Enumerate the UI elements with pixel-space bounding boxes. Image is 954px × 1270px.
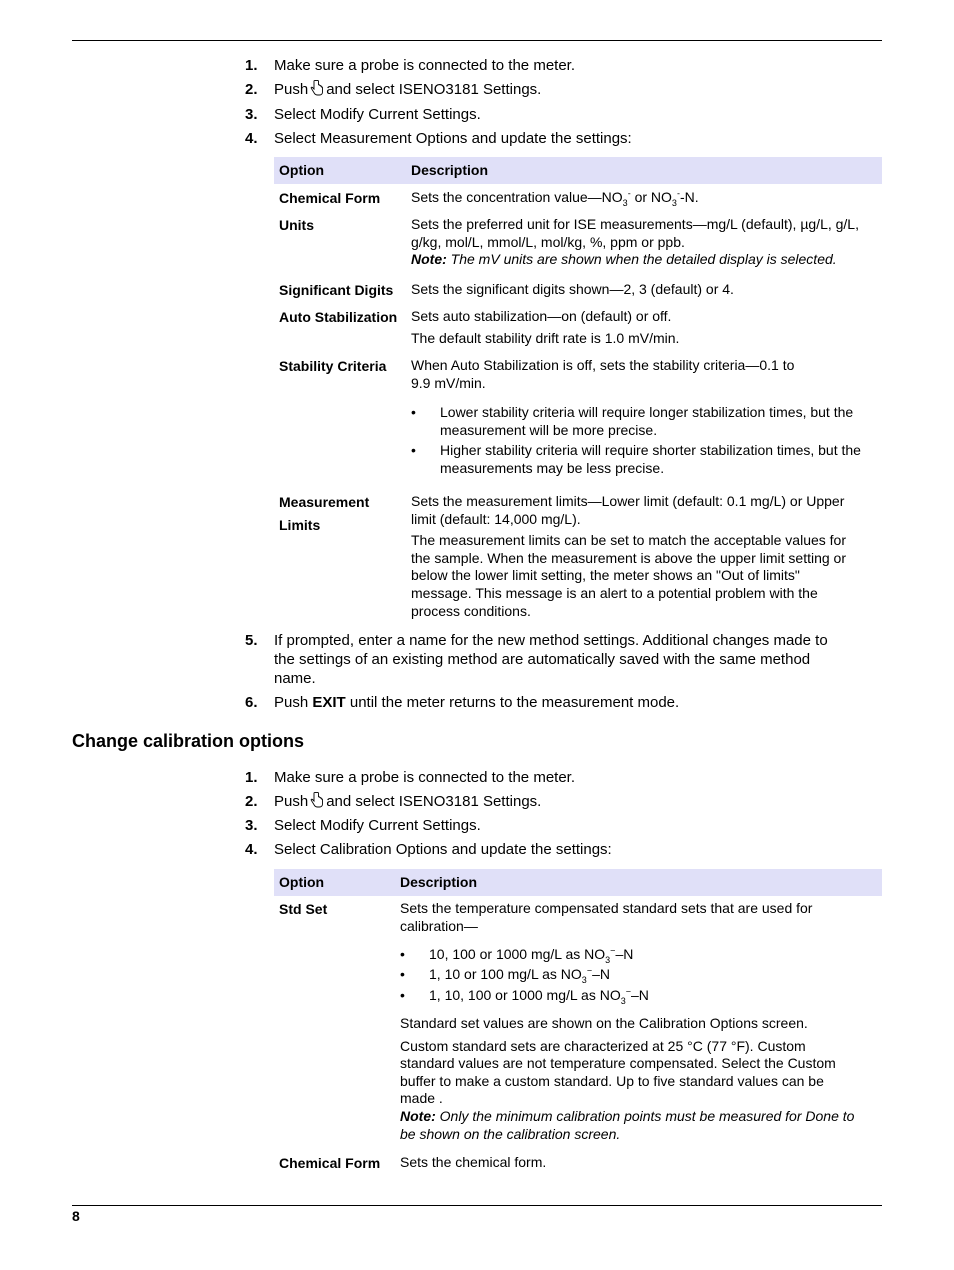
list-item xyxy=(400,987,880,1006)
step-number: 5. xyxy=(245,632,258,649)
description-line: standard values are not temperature compensated. Select the Custom xyxy=(400,1055,836,1072)
option-cell: Chemical Form xyxy=(279,190,381,206)
option-cell: Units xyxy=(279,217,314,233)
description-line: The measurement limits can be set to match the acceptable values for xyxy=(411,532,846,549)
page-number: 8 xyxy=(72,1208,80,1224)
step-number: 2. xyxy=(245,793,258,810)
note: Note: The mV units are shown when the detailed display is selected. xyxy=(411,251,837,268)
step-number: 3. xyxy=(245,106,258,123)
description-line: calibration— xyxy=(400,917,478,934)
description-line: buffer to make a custom standard. Up to five standard values can be xyxy=(400,1072,824,1089)
description-line: When Auto Stabilization is off, sets the stability criteria—0.1 to xyxy=(411,357,795,373)
bullet-icon: • xyxy=(411,404,416,420)
bullet-text: 1, 10 or 100 mg/L as $NO_3^--N$ xyxy=(429,965,610,985)
option-cell: Significant Digits xyxy=(279,282,394,298)
table-header xyxy=(274,869,882,896)
description-cell xyxy=(411,357,881,392)
step-text: Make sure a probe is connected to the meter. xyxy=(274,57,576,74)
step-text-pre: Push xyxy=(274,793,309,810)
step-text: Select Modify Current Settings. xyxy=(274,106,481,123)
description-line: Sets the temperature compensated standard sets that are used for xyxy=(400,900,813,916)
step-number: 2. xyxy=(245,81,258,98)
table-header xyxy=(274,157,882,184)
description-cell xyxy=(400,1015,880,1143)
option-cell xyxy=(279,493,404,535)
bullet-text: 10, 100 or 1000 mg/L as $NO_3^--N$ xyxy=(429,945,634,965)
note: Note: Only the minimum calibration points must be measured for Done to xyxy=(400,1107,855,1124)
description-cell xyxy=(411,493,881,620)
bullet-text: Lower stability criteria will require longer stabilization times, but the xyxy=(440,404,854,420)
bullet-text: measurement will be more precise. xyxy=(440,421,658,438)
step-text xyxy=(274,631,874,688)
description-cell xyxy=(411,308,881,347)
description-cell: Sets the concentration $value—NO_3^-$ or $NO_3^--N$. xyxy=(411,188,699,208)
header-rule xyxy=(72,40,882,41)
step-text xyxy=(274,792,874,813)
description-line: Sets the preferred unit for ISE measurements—mg/L (default), µg/L, g/L, xyxy=(411,216,859,232)
option-line: Limits xyxy=(279,517,321,533)
footer-rule xyxy=(72,1205,882,1206)
step-number: 1. xyxy=(245,57,258,74)
description-cell xyxy=(400,900,880,935)
description-line: made . xyxy=(400,1090,443,1107)
description-line: Sets the measurement limits—Lower limit (default: 0.1 mg/L) or Upper xyxy=(411,493,845,509)
bullet-text: Higher stability criteria will require shorter stabilization times, but the xyxy=(440,442,861,458)
description-line: process conditions. xyxy=(411,602,531,619)
step-text-post: and select ISENO3181 Settings. xyxy=(326,793,542,810)
description-line: g/kg, mol/L, mmol/L, mol/kg, %, ppm or ppb. xyxy=(411,233,685,250)
hand-pointer-icon xyxy=(310,792,324,813)
note: be shown on the calibration screen. xyxy=(400,1125,621,1142)
column-header-option: Option xyxy=(279,874,325,890)
option-line: Measurement xyxy=(279,494,370,510)
bullet-text: 1, 10, 100 or 1000 mg/L as $NO_3^--N$ xyxy=(429,986,649,1006)
description-line: Custom standard sets are characterized at 25 °C (77 °F). Custom xyxy=(400,1037,806,1054)
description-line: limit (default: 14,000 mg/L). xyxy=(411,510,581,527)
description-cell xyxy=(411,216,881,269)
list-item xyxy=(411,442,881,478)
bullet-icon: • xyxy=(400,966,405,982)
list-item xyxy=(400,966,880,985)
step-number: 6. xyxy=(245,694,258,711)
step-text-post: and select ISENO3181 Settings. xyxy=(326,81,542,98)
description-line: Standard set values are shown on the Calibration Options screen. xyxy=(400,1015,808,1031)
column-header-option: Option xyxy=(279,162,325,178)
bullet-text: measurements may be less precise. xyxy=(440,459,665,476)
step-number: 4. xyxy=(245,841,258,858)
bullet-icon: • xyxy=(400,987,405,1003)
description-line: below the lower limit setting, the meter shows an "Out of limits" xyxy=(411,567,800,584)
bullet-icon: • xyxy=(400,946,405,962)
list-item xyxy=(400,946,880,965)
description-line: 9.9 mV/min. xyxy=(411,374,486,391)
description-line: the sample. When the measurement is above the upper limit setting or xyxy=(411,549,846,566)
option-cell: Chemical Form xyxy=(279,1155,381,1171)
hand-pointer-icon xyxy=(310,80,324,101)
step-text: Select Calibration Options and update the settings: xyxy=(274,841,612,858)
option-cell: Stability Criteria xyxy=(279,358,387,374)
step-text: Make sure a probe is connected to the meter. xyxy=(274,769,576,786)
step-text-pre: Push xyxy=(274,81,309,98)
step-line: name. xyxy=(274,670,316,687)
description-line: Sets auto stabilization—on (default) or off. xyxy=(411,308,672,324)
option-cell: Auto Stabilization xyxy=(279,309,398,325)
column-header-description: Description xyxy=(400,874,478,890)
option-cell: Std Set xyxy=(279,901,328,917)
step-text xyxy=(274,80,874,101)
description-cell: Sets the chemical form. xyxy=(400,1154,547,1170)
step-text: Select Measurement Options and update the settings: xyxy=(274,130,632,147)
list-item xyxy=(411,404,881,440)
bullet-icon: • xyxy=(411,442,416,458)
step-number: 1. xyxy=(245,769,258,786)
section-heading: Change calibration options xyxy=(72,731,305,751)
column-header-description: Description xyxy=(411,162,489,178)
description-cell: Sets the significant digits shown—2, 3 (default) or 4. xyxy=(411,281,734,297)
description-line: message. This message is an alert to a potential problem with the xyxy=(411,584,818,601)
step-line: the settings of an existing method are automatically saved with the same method xyxy=(274,651,811,668)
step-text: Select Modify Current Settings. xyxy=(274,817,481,834)
step-number: 3. xyxy=(245,817,258,834)
step-text: Push EXIT until the meter returns to the measurement mode. xyxy=(274,694,680,711)
step-number: 4. xyxy=(245,130,258,147)
step-line: If prompted, enter a name for the new method settings. Additional changes made to xyxy=(274,632,828,649)
description-line: The default stability drift rate is 1.0 mV/min. xyxy=(411,329,680,346)
